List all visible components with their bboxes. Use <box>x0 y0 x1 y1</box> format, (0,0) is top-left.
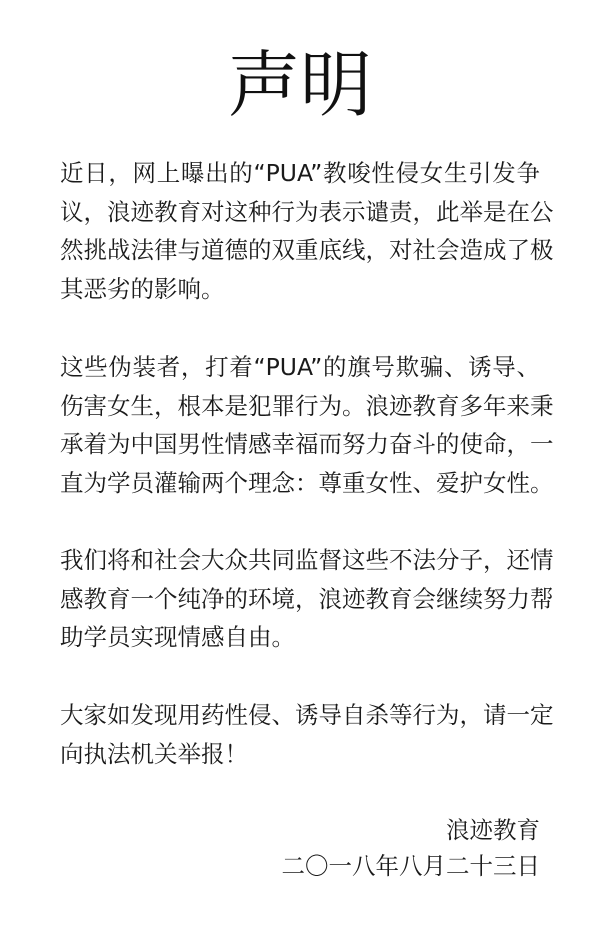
text-line: 议，浪迹教育对这种行为表示谴责，此举是在公 <box>60 197 554 226</box>
text-line: 我们将和社会大众共同监督这些不法分子，还情 <box>60 546 554 574</box>
text-line: 这些伪装者，打着“PUA”的旗号欺骗、诱导、 <box>60 353 540 381</box>
text-line: 其恶劣的影响。 <box>60 274 225 303</box>
text-line: 伤害女生，根本是犯罪行为。浪迹教育多年来秉 <box>60 391 554 420</box>
signature-date: 二〇一八年八月二十三日 <box>281 852 540 880</box>
paragraph-4 <box>60 696 554 773</box>
paragraph-2 <box>60 348 554 502</box>
page-title: 声明 <box>227 43 372 127</box>
signature-organization: 浪迹教育 <box>446 816 540 844</box>
text-line: 近日，网上曝出的“PUA”教唆性侵女生引发争 <box>60 159 540 187</box>
paragraph-3 <box>60 541 554 657</box>
text-line: 助学员实现情感自由。 <box>60 623 295 652</box>
text-line: 然挑战法律与道德的双重底线，对社会造成了极 <box>60 236 554 265</box>
text-line: 大家如发现用药性侵、诱导自杀等行为，请一定 <box>60 701 554 729</box>
text-line: 向执法机关举报！ <box>60 739 248 768</box>
text-line: 直为学员灌输两个理念：尊重女性、爱护女性。 <box>60 468 554 497</box>
paragraph-1 <box>60 154 554 308</box>
text-line: 承着为中国男性情感幸福而努力奋斗的使命，一 <box>60 430 554 459</box>
text-line: 感教育一个纯净的环境，浪迹教育会继续努力帮 <box>60 584 554 613</box>
